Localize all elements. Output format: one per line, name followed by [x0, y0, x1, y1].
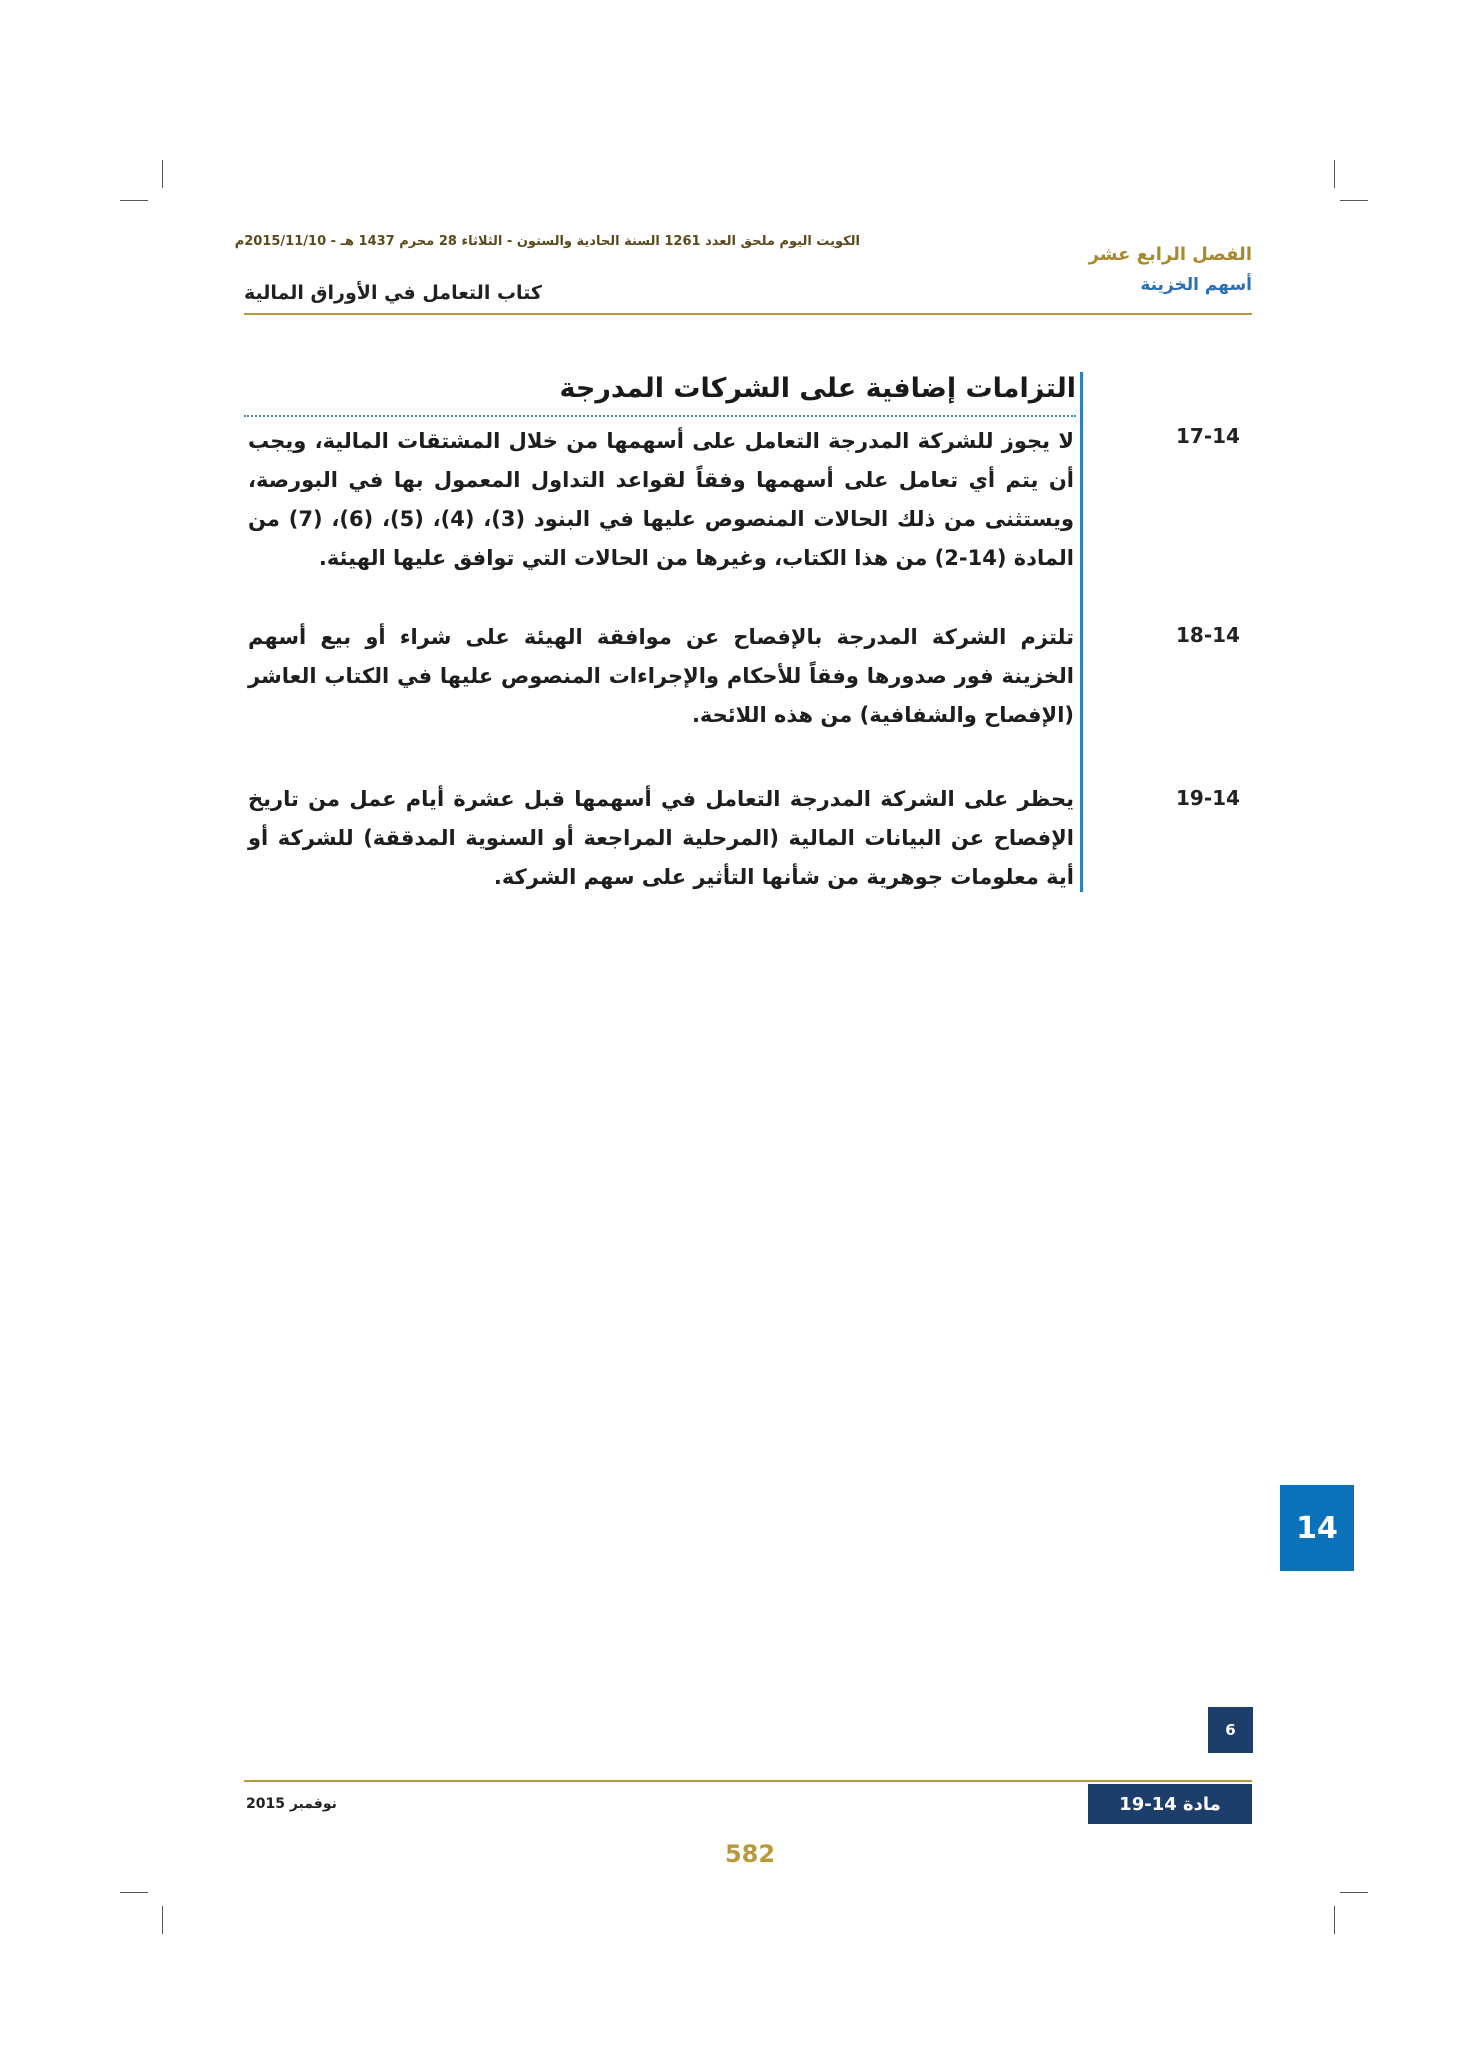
header-divider [244, 313, 1252, 315]
book-title: كتاب التعامل في الأوراق المالية [244, 282, 542, 304]
article-number: 17-14 [1176, 424, 1240, 448]
crop-mark [162, 160, 163, 188]
margin-rule [1080, 372, 1083, 892]
crop-mark [1340, 1892, 1368, 1893]
footer-divider [244, 1780, 1252, 1782]
article-number: 18-14 [1176, 623, 1240, 647]
page-number: 582 [724, 1840, 776, 1868]
crop-mark [1334, 160, 1335, 188]
article-text: يحظر على الشركة المدرجة التعامل في أسهمها قبل عشرة أيام عمل من تاريخ الإفصاح عن البيانات المالية (المرحلية المراجعة أو السنوية المدققة) للشركة أو أية معلومات جوهرية من شأنها التأثير على سهم الشركة. [248, 787, 1074, 889]
article-text: تلتزم الشركة المدرجة بالإفصاح عن موافقة الهيئة على شراء أو بيع أسهم الخزينة فور صدورها وفقاً للأحكام والإجراءات المنصوص عليها في الكتاب العاشر (الإفصاح والشفافية) من هذه اللائحة. [248, 625, 1074, 727]
section-divider [244, 415, 1076, 417]
crop-mark [120, 200, 148, 201]
crop-mark [162, 1906, 163, 1934]
footer-article-range: مادة 14-19 [1088, 1784, 1252, 1824]
chapter-tab: 14 [1280, 1485, 1354, 1571]
article-number: 19-14 [1176, 786, 1240, 810]
crop-mark [1334, 1906, 1335, 1934]
crop-mark [1340, 200, 1368, 201]
article-text: لا يجوز للشركة المدرجة التعامل على أسهمها من خلال المشتقات المالية، ويجب أن يتم أي تعامل على أسهمها وفقاً لقواعد التداول المعمول بها في البورصة، ويستثنى من ذلك الحالات المنصوص عليها في البنود (3)، (4)، (5)، (6)، (7) من المادة (14-2) من هذا الكتاب، وغيرها من الحالات التي توافق عليها الهيئة. [248, 429, 1075, 570]
side-page-badge: 6 [1208, 1707, 1253, 1753]
crop-mark [120, 1892, 148, 1893]
section-title: التزامات إضافية على الشركات المدرجة [559, 373, 1076, 404]
chapter-subject: أسهم الخزينة [1140, 275, 1252, 295]
chapter-title: الفصل الرابع عشر [1088, 244, 1252, 265]
footer-date: نوفمبر 2015 [246, 1796, 337, 1812]
gazette-reference: الكويت اليوم ملحق العدد 1261 السنة الحادية والستون - الثلاثاء 28 محرم 1437 هـ - 2015/11/10م [234, 234, 860, 249]
